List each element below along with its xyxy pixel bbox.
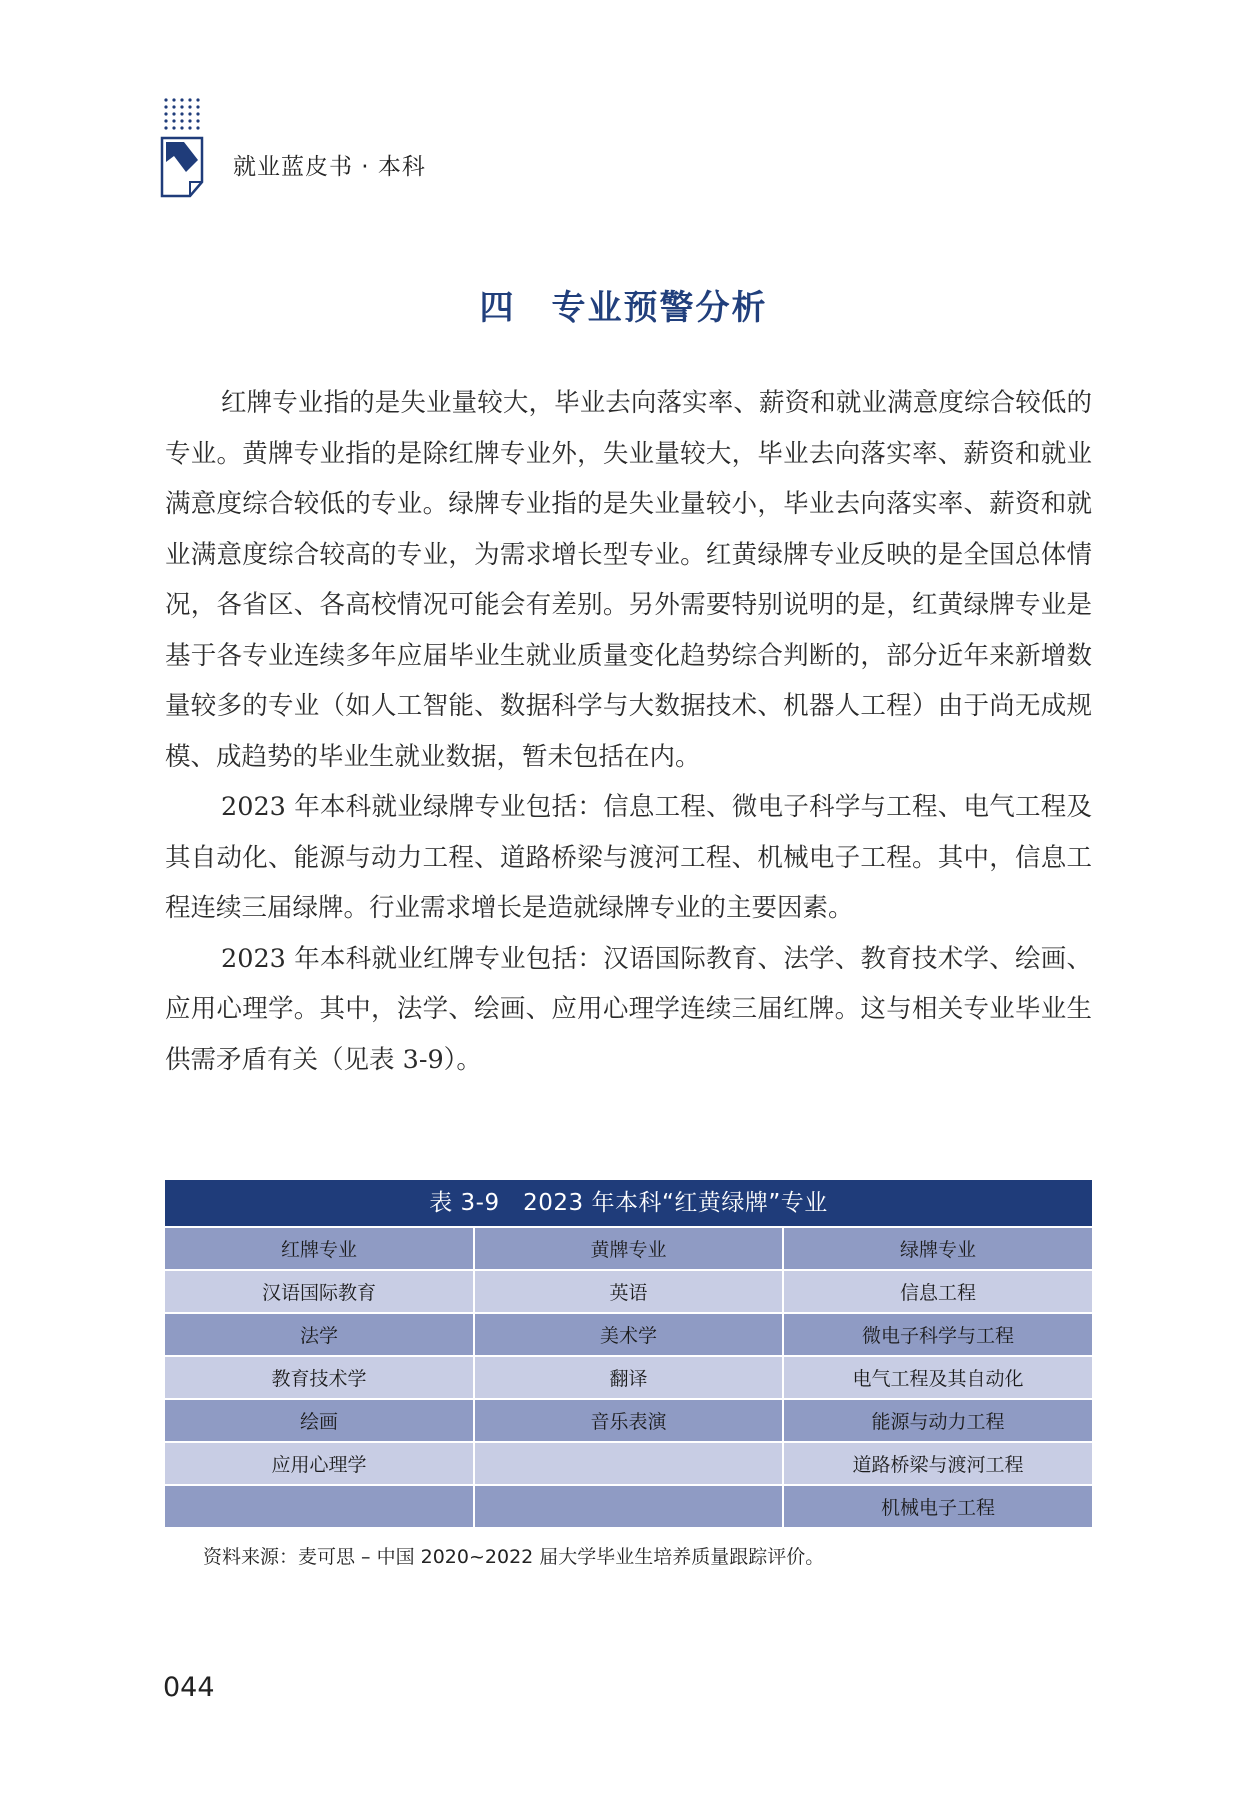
table-cell: 电气工程及其自动化 <box>783 1356 1092 1399</box>
paragraph: 2023 年本科就业绿牌专业包括：信息工程、微电子科学与工程、电气工程及其自动化、能源与动力工程、道路桥梁与渡河工程、机械电子工程。其中，信息工程连续三届绿牌。行业需求增长是造就绿牌专业的主要因素。 <box>165 792 1092 923</box>
table-cell <box>474 1485 783 1527</box>
table-row <box>165 1313 1092 1356</box>
header-cell-green: 绿牌专业 <box>783 1227 1092 1270</box>
table-row <box>165 1485 1092 1527</box>
majors-table <box>165 1180 1092 1527</box>
paragraph: 红牌专业指的是失业量较大，毕业去向落实率、薪资和就业满意度综合较低的专业。黄牌专业指的是除红牌专业外，失业量较大，毕业去向落实率、薪资和就业满意度综合较低的专业。绿牌专业指的是失业量较小，毕业去向落实率、薪资和就业满意度综合较高的专业，为需求增长型专业。红黄绿牌专业反映的是全国总体情况，各省区、各高校情况可能会有差别。另外需要特别说明的是，红黄绿牌专业是基于各专业连续多年应届毕业生就业质量变化趋势综合判断的，部分近年来新增数量较多的专业（如人工智能、数据科学与大数据技术、机器人工程）由于尚无成规模、成趋势的毕业生就业数据，暂未包括在内。 <box>165 388 1092 772</box>
table-cell: 翻译 <box>474 1356 783 1399</box>
page-number: 044 <box>163 1672 215 1703</box>
table-cell <box>165 1485 474 1527</box>
table-cell: 绘画 <box>165 1399 474 1442</box>
table-cell: 微电子科学与工程 <box>783 1313 1092 1356</box>
table-cell: 英语 <box>474 1270 783 1313</box>
table-row <box>165 1399 1092 1442</box>
table-header-row <box>165 1227 1092 1270</box>
section-number: 四 <box>479 288 516 328</box>
paragraph: 2023 年本科就业红牌专业包括：汉语国际教育、法学、教育技术学、绘画、应用心理学。其中，法学、绘画、应用心理学连续三届红牌。这与相关专业毕业生供需矛盾有关（见表 3-9）。 <box>165 943 1092 1075</box>
table-cell: 教育技术学 <box>165 1356 474 1399</box>
table-row <box>165 1442 1092 1485</box>
table-cell: 音乐表演 <box>474 1399 783 1442</box>
section-title <box>0 280 1247 329</box>
header-title: 就业蓝皮书 · 本科 <box>233 154 426 180</box>
body-text <box>165 378 1092 1085</box>
table-cell: 机械电子工程 <box>783 1485 1092 1527</box>
table-caption: 表 3-9 2023 年本科“红黄绿牌”专业 <box>165 1180 1092 1226</box>
header-cell-red: 红牌专业 <box>165 1227 474 1270</box>
section-heading: 专业预警分析 <box>551 288 768 328</box>
table-cell: 美术学 <box>474 1313 783 1356</box>
table-row <box>165 1356 1092 1399</box>
table-cell: 能源与动力工程 <box>783 1399 1092 1442</box>
header-cell-yellow: 黄牌专业 <box>474 1227 783 1270</box>
book-logo-icon <box>160 96 212 200</box>
table-cell: 法学 <box>165 1313 474 1356</box>
table-source-note: 资料来源：麦可思 – 中国 2020~2022 届大学毕业生培养质量跟踪评价。 <box>203 1546 825 1568</box>
table-cell: 汉语国际教育 <box>165 1270 474 1313</box>
table-row <box>165 1270 1092 1313</box>
table-cell <box>474 1442 783 1485</box>
table-cell: 道路桥梁与渡河工程 <box>783 1442 1092 1485</box>
table-cell: 应用心理学 <box>165 1442 474 1485</box>
table-cell: 信息工程 <box>783 1270 1092 1313</box>
